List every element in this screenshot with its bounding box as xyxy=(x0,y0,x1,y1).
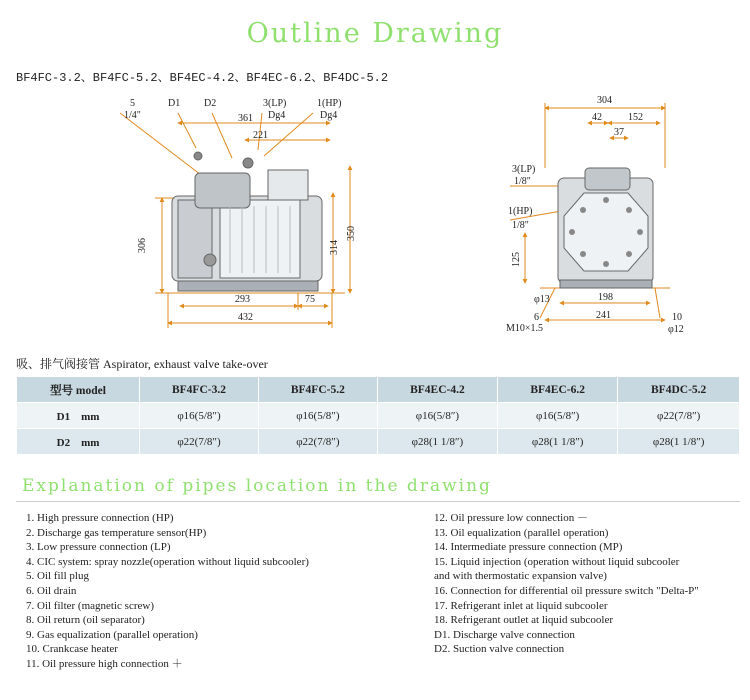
label-d1: D1 xyxy=(168,98,181,109)
list-item: 6. Oil drain xyxy=(26,584,77,597)
front-view xyxy=(506,95,684,335)
dim-314: 314 xyxy=(329,240,340,255)
list-item: 16. Connection for differential oil pressure switch "Delta-P" xyxy=(434,584,699,597)
table-row xyxy=(17,429,740,455)
list-item: 11. Oil pressure high connection ＋ xyxy=(26,657,183,670)
list-item: 8. Oil return (oil separator) xyxy=(26,614,145,627)
header-cell: BF4FC-5.2 xyxy=(258,377,377,403)
header-cell: 型号 model xyxy=(17,377,140,403)
front-label-lp-size: 1/8" xyxy=(514,176,531,187)
dim-37: 37 xyxy=(614,127,624,138)
label-hp-size: Dg4 xyxy=(320,110,338,121)
table-cell: φ28(1 1/8″) xyxy=(498,429,618,455)
list-item: 13. Oil equalization (parallel operation) xyxy=(434,526,609,539)
list-item: 7. Oil filter (magnetic screw) xyxy=(26,599,154,612)
label-5: 5 xyxy=(130,98,135,109)
page-title: Outline Drawing xyxy=(246,18,504,49)
dim-75: 75 xyxy=(305,294,315,305)
dim-432: 432 xyxy=(238,312,253,323)
list-item: and with thermostatic expansion valve) xyxy=(434,570,607,583)
list-item: 10. Crankcase heater xyxy=(26,643,118,656)
list-item: 4. CIC system: spray nozzle(operation without liquid subcooler) xyxy=(26,555,309,568)
label-5-size: 1/4" xyxy=(124,110,141,121)
table-row xyxy=(17,403,740,429)
list-item: 3. Low pressure connection (LP) xyxy=(26,541,171,554)
spec-table xyxy=(16,376,740,455)
dim-293: 293 xyxy=(235,294,250,305)
dim-198: 198 xyxy=(598,292,613,303)
list-item: 14. Intermediate pressure connection (MP) xyxy=(434,541,623,554)
list-item: 2. Discharge gas temperature sensor(HP) xyxy=(26,526,207,539)
table-cell: φ22(7/8″) xyxy=(140,429,259,455)
list-item: 18. Refrigerant outlet at liquid subcooler xyxy=(434,614,614,627)
header-cell: BF4EC-4.2 xyxy=(377,377,497,403)
dim-6: 6 xyxy=(534,312,539,323)
dim-221: 221 xyxy=(253,130,268,141)
list-item: 17. Refrigerant inlet at liquid subcooler xyxy=(434,599,608,612)
model-list: BF4FC-3.2、BF4FC-5.2、BF4EC-4.2、BF4EC-6.2、BF4DC-5.2 xyxy=(16,71,389,85)
explanation-list-left xyxy=(26,511,416,672)
dim-13: φ13 xyxy=(534,294,550,305)
table-cell: φ22(7/8″) xyxy=(618,403,740,429)
dim-306: 306 xyxy=(137,238,148,253)
dim-42: 42 xyxy=(592,112,602,123)
front-label-hp-size: 1/8" xyxy=(512,220,529,231)
row-label: D1 mm xyxy=(17,403,140,429)
list-item: 9. Gas equalization (parallel operation) xyxy=(26,628,198,641)
list-item: 1. High pressure connection (HP) xyxy=(26,512,174,524)
row-label: D2 mm xyxy=(17,429,140,455)
table-caption: 吸、排气阀接管 Aspirator, exhaust valve take-over xyxy=(16,357,268,371)
dim-304: 304 xyxy=(597,95,612,106)
list-item: 5. Oil fill plug xyxy=(26,570,89,583)
table-cell: φ16(5/8″) xyxy=(258,403,377,429)
divider xyxy=(16,501,740,502)
dim-361: 361 xyxy=(238,113,253,124)
label-lp: 3(LP) xyxy=(263,98,287,109)
label-lp-size: Dg4 xyxy=(268,110,286,121)
explanation-list-right xyxy=(434,511,744,657)
header-cell: BF4EC-6.2 xyxy=(498,377,618,403)
label-d2: D2 xyxy=(204,98,217,109)
list-item: 12. Oil pressure low connection － xyxy=(434,512,588,524)
dim-12: φ12 xyxy=(668,324,684,335)
dim-241: 241 xyxy=(596,310,611,321)
label-hp: 1(HP) xyxy=(317,98,342,109)
table-cell: φ16(5/8″) xyxy=(140,403,259,429)
table-cell: φ28(1 1/8″) xyxy=(377,429,497,455)
dim-m10: M10×1.5 xyxy=(506,323,544,334)
front-label-hp: 1(HP) xyxy=(508,206,533,217)
outline-drawing xyxy=(0,88,750,348)
list-item: D2. Suction valve connection xyxy=(434,643,565,656)
side-view xyxy=(120,98,357,328)
explanation-title: Explanation of pipes location in the drawing xyxy=(22,476,492,496)
front-label-lp: 3(LP) xyxy=(512,164,536,175)
dim-125: 125 xyxy=(511,252,522,267)
table-cell: φ28(1 1/8″) xyxy=(618,429,740,455)
table-cell: φ16(5/8″) xyxy=(377,403,497,429)
table-cell: φ22(7/8″) xyxy=(258,429,377,455)
dim-350: 350 xyxy=(346,226,357,241)
table-cell: φ16(5/8″) xyxy=(498,403,618,429)
dim-152: 152 xyxy=(628,112,643,123)
header-cell: BF4FC-3.2 xyxy=(140,377,259,403)
list-item: D1. Discharge valve connection xyxy=(434,628,575,641)
table-header-row xyxy=(17,377,740,403)
dim-10: 10 xyxy=(672,312,682,323)
header-cell: BF4DC-5.2 xyxy=(618,377,740,403)
list-item: 15. Liquid injection (operation without liquid subcooler xyxy=(434,555,680,568)
